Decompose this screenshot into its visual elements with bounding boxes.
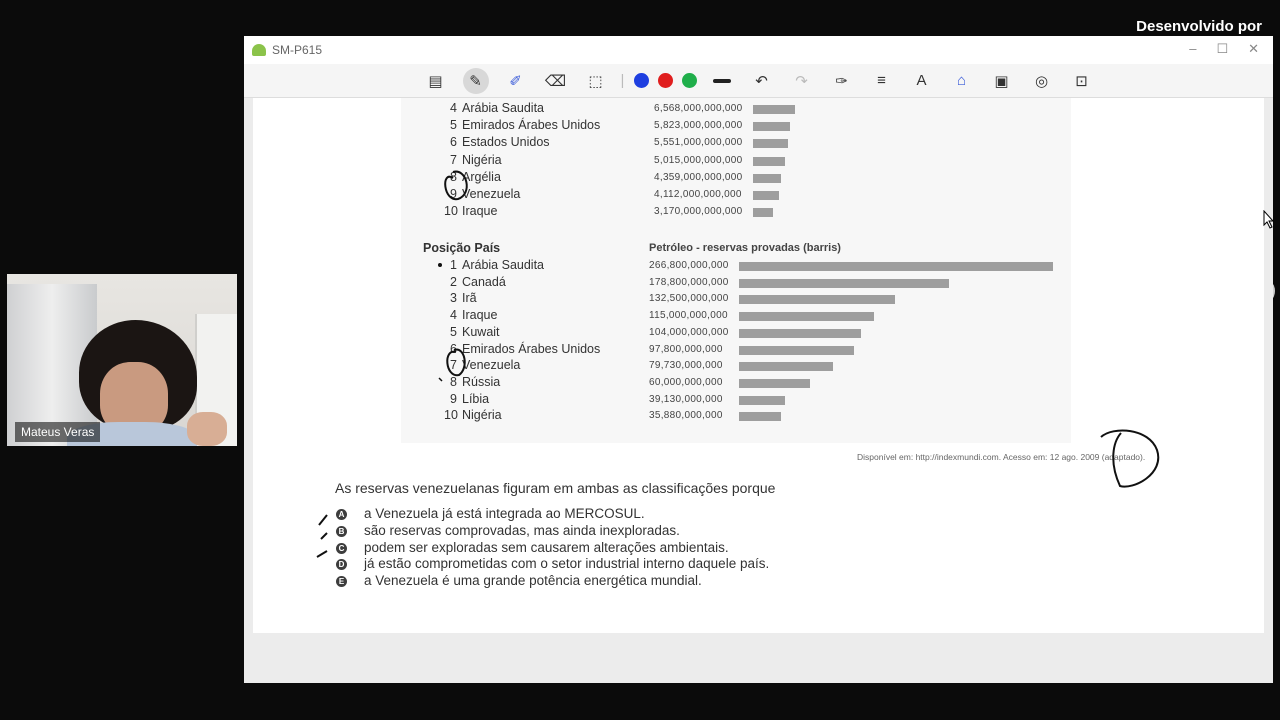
select-icon[interactable]: ⬚ xyxy=(588,72,603,90)
option-marker: A xyxy=(336,509,347,520)
text-box-icon[interactable]: ▣ xyxy=(994,72,1009,90)
oil-country: Rússia xyxy=(462,374,501,389)
gas-value: 3,170,000,000,000 xyxy=(654,206,743,218)
blue-color[interactable] xyxy=(630,64,654,97)
option-marker: C xyxy=(336,543,347,554)
oil-bar xyxy=(739,262,1053,271)
line-width-icon[interactable] xyxy=(702,64,742,97)
oil-bar xyxy=(739,329,861,338)
pen-edit-icon[interactable]: ✑ xyxy=(835,72,848,90)
shape-icon[interactable]: ⌂ xyxy=(956,72,967,89)
oil-country: Líbia xyxy=(462,391,490,406)
oil-rank: 1 xyxy=(450,258,457,272)
oil-bar xyxy=(739,279,949,288)
gas-bar xyxy=(753,174,781,183)
oil-bar xyxy=(739,295,895,304)
oil-rank: 10 xyxy=(444,408,458,423)
red-color[interactable] xyxy=(654,64,678,97)
gas-value: 5,015,000,000,000 xyxy=(654,154,743,166)
toolbar-divider: | xyxy=(620,72,625,89)
drawing-toolbar xyxy=(244,64,1273,98)
gas-country: Emirados Árabes Unidos xyxy=(462,118,601,133)
participant-name: Mateus Veras xyxy=(15,422,100,442)
gas-value: 6,568,000,000,000 xyxy=(654,103,743,114)
oil-bar xyxy=(739,362,833,371)
oil-rank: 7 xyxy=(450,358,457,373)
window-close-icon[interactable]: ✕ xyxy=(1248,41,1259,56)
oil-bar xyxy=(739,379,810,388)
oil-value: 60,000,000,000 xyxy=(649,376,723,388)
source-note: Disponível em: http://indexmundi.com. Acesso em: 12 ago. 2009 (adaptado). xyxy=(857,452,1146,462)
oil-bar xyxy=(739,346,854,355)
android-icon xyxy=(252,44,266,56)
option-text: são reservas comprovadas, mas ainda inexploradas. xyxy=(364,522,680,538)
lock-icon[interactable]: ⊡ xyxy=(1075,72,1088,90)
minimize-icon[interactable]: – xyxy=(1189,41,1197,56)
gas-rank: 5 xyxy=(450,118,457,133)
oil-rank: 5 xyxy=(450,324,457,339)
gas-value: 5,551,000,000,000 xyxy=(654,137,743,149)
option-marker: B xyxy=(336,526,347,537)
webcam-tile xyxy=(7,274,237,446)
gas-country: Argélia xyxy=(462,169,501,184)
window-title: SM-P615 xyxy=(272,43,323,57)
gas-country: Nigéria xyxy=(462,152,502,167)
oil-country: Iraque xyxy=(462,308,498,323)
oil-bar xyxy=(739,396,785,405)
oil-value: 178,800,000,000 xyxy=(649,276,729,288)
align-icon[interactable]: ≡ xyxy=(877,72,886,89)
oil-country: Venezuela xyxy=(462,358,521,373)
gas-country: Iraque xyxy=(462,204,498,219)
participant-hand xyxy=(187,412,227,446)
question-stem: As reservas venezuelanas figuram em ambas as classificações porque xyxy=(335,480,776,496)
maximize-icon[interactable]: ☐ xyxy=(1216,41,1229,56)
oil-rank: 2 xyxy=(450,274,457,289)
shared-window xyxy=(244,36,1273,683)
eraser-icon[interactable]: ⌫ xyxy=(544,72,567,90)
oil-value: 97,800,000,000 xyxy=(649,343,723,355)
shapes-icon[interactable]: ◎ xyxy=(1034,72,1049,90)
option-text: a Venezuela já está integrada ao MERCOSUL. xyxy=(364,506,645,521)
oil-bar xyxy=(739,412,781,421)
notes-icon[interactable]: ▤ xyxy=(428,72,443,90)
highlighter-icon[interactable]: ✐ xyxy=(509,72,522,90)
oil-country: Arábia Saudita xyxy=(462,258,545,272)
gas-country: Arábia Saudita xyxy=(462,101,545,115)
gas-bar xyxy=(753,208,773,217)
gas-rank: 10 xyxy=(444,204,458,219)
gas-country: Venezuela xyxy=(462,187,521,201)
oil-country: Nigéria xyxy=(462,408,502,423)
undo-icon[interactable]: ↶ xyxy=(755,72,768,90)
oil-rank: 8 xyxy=(450,374,457,389)
oil-value: 79,730,000,000 xyxy=(649,360,723,372)
green-color[interactable] xyxy=(678,64,702,97)
gas-rank: 6 xyxy=(450,135,457,150)
oil-rank: 6 xyxy=(450,341,457,356)
gas-bar xyxy=(753,105,795,114)
option-marker: E xyxy=(336,576,347,587)
option-text: já estão comprometidas com o setor industrial interno daquele país. xyxy=(364,556,770,572)
gas-bar xyxy=(753,122,790,131)
oil-country: Emirados Árabes Unidos xyxy=(462,341,601,356)
gas-rank: 4 xyxy=(450,101,457,115)
oil-country: Irã xyxy=(462,291,477,306)
rank-header: Posição País xyxy=(423,241,501,255)
mouse-cursor-icon xyxy=(1263,210,1277,230)
oil-value-header: Petróleo - reservas provadas (barris) xyxy=(649,242,841,254)
oil-value: 39,130,000,000 xyxy=(649,393,723,405)
oil-value: 115,000,000,000 xyxy=(649,310,728,322)
pen-icon[interactable]: ✎ xyxy=(456,64,496,97)
oil-value: 35,880,000,000 xyxy=(649,410,723,422)
gas-rank: 7 xyxy=(450,152,457,167)
gas-country: Estados Unidos xyxy=(462,135,550,150)
oil-value: 104,000,000,000 xyxy=(649,326,729,338)
gas-bar xyxy=(753,139,788,148)
option-text: a Venezuela é uma grande potência energética mundial. xyxy=(364,573,702,589)
gas-value: 4,359,000,000,000 xyxy=(654,171,743,183)
window-controls xyxy=(1189,41,1259,57)
gas-value: 5,823,000,000,000 xyxy=(654,120,743,132)
document-page xyxy=(253,98,1264,633)
oil-country: Kuwait xyxy=(462,324,500,339)
oil-rank: 9 xyxy=(450,391,457,406)
oil-rank: 4 xyxy=(450,308,457,323)
redo-icon[interactable]: ↷ xyxy=(795,72,808,90)
option-text: podem ser exploradas sem causarem alterações ambientais. xyxy=(364,539,729,555)
option-marker: D xyxy=(336,559,347,570)
oil-country: Canadá xyxy=(462,274,506,289)
oil-bar xyxy=(739,312,874,321)
oil-value: 266,800,000,000 xyxy=(649,260,729,271)
brand-text: Desenvolvido por xyxy=(1136,18,1262,35)
text-tool-icon[interactable]: A xyxy=(916,72,927,89)
gas-rank: 9 xyxy=(450,187,457,201)
gas-rank: 8 xyxy=(450,169,457,184)
window-titlebar xyxy=(244,36,1273,64)
oil-rank: 3 xyxy=(450,291,457,306)
gas-bar xyxy=(753,157,785,166)
gas-value: 4,112,000,000,000 xyxy=(654,189,742,200)
gas-bar xyxy=(753,191,779,200)
oil-value: 132,500,000,000 xyxy=(649,293,729,305)
